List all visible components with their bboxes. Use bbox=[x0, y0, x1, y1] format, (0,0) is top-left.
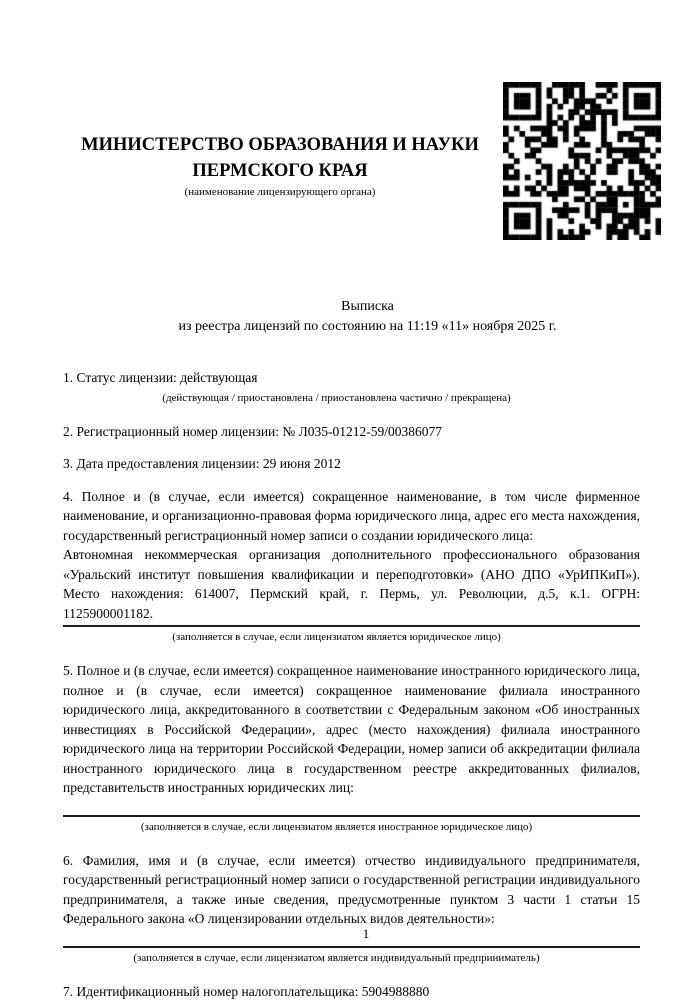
item-foreign-entity bbox=[63, 661, 640, 835]
foreign-entity-hint: (заполняется в случае, если лицензиатом является иностранное юридическое лицо) bbox=[63, 819, 640, 835]
qr-code bbox=[503, 82, 661, 240]
item-license-date bbox=[63, 454, 640, 474]
license-status-value: действующая bbox=[180, 370, 257, 385]
title-line2-extract-date: из реестра лицензий по состоянию на 11:19 «11» ноября 2025 г. bbox=[95, 317, 640, 337]
legal-entity-hint: (заполняется в случае, если лицензиатом является юридическое лицо) bbox=[63, 629, 640, 645]
license-status-label: 1. Статус лицензии: bbox=[63, 370, 177, 385]
page-number: 1 bbox=[0, 924, 700, 944]
registration-number-value: № Л035-01212-59/00386077 bbox=[282, 424, 442, 439]
taxpayer-id-value: 5904988880 bbox=[362, 984, 430, 999]
license-status-hint: (действующая / приостановлена / приостановлена частично / прекращена) bbox=[63, 390, 640, 406]
license-date-value: 29 июня 2012 bbox=[263, 456, 341, 471]
registration-number-line bbox=[63, 422, 640, 442]
foreign-entity-label: 5. Полное и (в случае, если имеется) сокращенное наименование иностранного юридического лица, полное и (в случае, если имеется) сокращенное наименование филиала иностранного юридического лица, аккредитованного в соответствии с Федеральным законом «Об иностранных инвестициях в Российской Федерации», адрес (место нахождения) филиала иностранного юридического лица на территории Российской Федерации, номер записи об аккредитации филиала иностранного юридического лица в государственном реестре аккредитованных филиалов, представительств иностранных юридических лиц: bbox=[63, 661, 640, 798]
entrepreneur-label: 6. Фамилия, имя и (в случае, если имеется) отчество индивидуального предпринимателя, государственный регистрационный номер записи о государственной регистрации индивидуального предпринимателя, а также иные сведения, предусмотренные пунктом 3 части 1 статьи 15 Федерального закона «О лицензировании отдельных видов деятельности»: bbox=[63, 851, 640, 929]
document-title bbox=[63, 297, 640, 337]
license-date-label: 3. Дата предоставления лицензии: bbox=[63, 456, 259, 471]
item-legal-entity bbox=[63, 487, 640, 646]
licensing-authority-header bbox=[63, 132, 497, 200]
legal-entity-label: 4. Полное и (в случае, если имеется) сокращенное наименование, в том числе фирменное наименование, и организационно-правовая форма юридического лица, адрес его места нахождения, государственный регистрационный номер записи о создании юридического лица: bbox=[63, 487, 640, 546]
license-status-line bbox=[63, 368, 640, 388]
ministry-name-line2: ПЕРМСКОГО КРАЯ bbox=[63, 158, 497, 184]
item-entrepreneur bbox=[63, 851, 640, 966]
item-license-status bbox=[63, 368, 640, 406]
licensing-authority-hint: (наименование лицензирующего органа) bbox=[63, 185, 497, 200]
title-line1: Выписка bbox=[95, 297, 640, 317]
license-date-line bbox=[63, 454, 640, 474]
item-registration-number bbox=[63, 422, 640, 442]
item-taxpayer-id bbox=[63, 982, 640, 1001]
qr-code-image bbox=[503, 82, 661, 240]
taxpayer-id-label: 7. Идентификационный номер налогоплательщика: bbox=[63, 984, 358, 999]
entrepreneur-hint: (заполняется в случае, если лицензиатом является индивидуальный предприниматель) bbox=[63, 950, 640, 966]
legal-entity-value: Автономная некоммерческая организация дополнительного профессионального образования «Уральский институт повышения квалификации и переподготовки» (АНО ДПО «УрИПКиП»). Место нахождения: 614007, Пермский край, г. Пермь, ул. Революции, д.5, к.1. ОГРН: 1125900001182. bbox=[63, 545, 640, 627]
registration-number-label: 2. Регистрационный номер лицензии: bbox=[63, 424, 279, 439]
ministry-name-line1: МИНИСТЕРСТВО ОБРАЗОВАНИЯ И НАУКИ bbox=[63, 132, 497, 158]
foreign-entity-blank-field bbox=[63, 805, 640, 817]
taxpayer-id-line bbox=[63, 982, 640, 1001]
